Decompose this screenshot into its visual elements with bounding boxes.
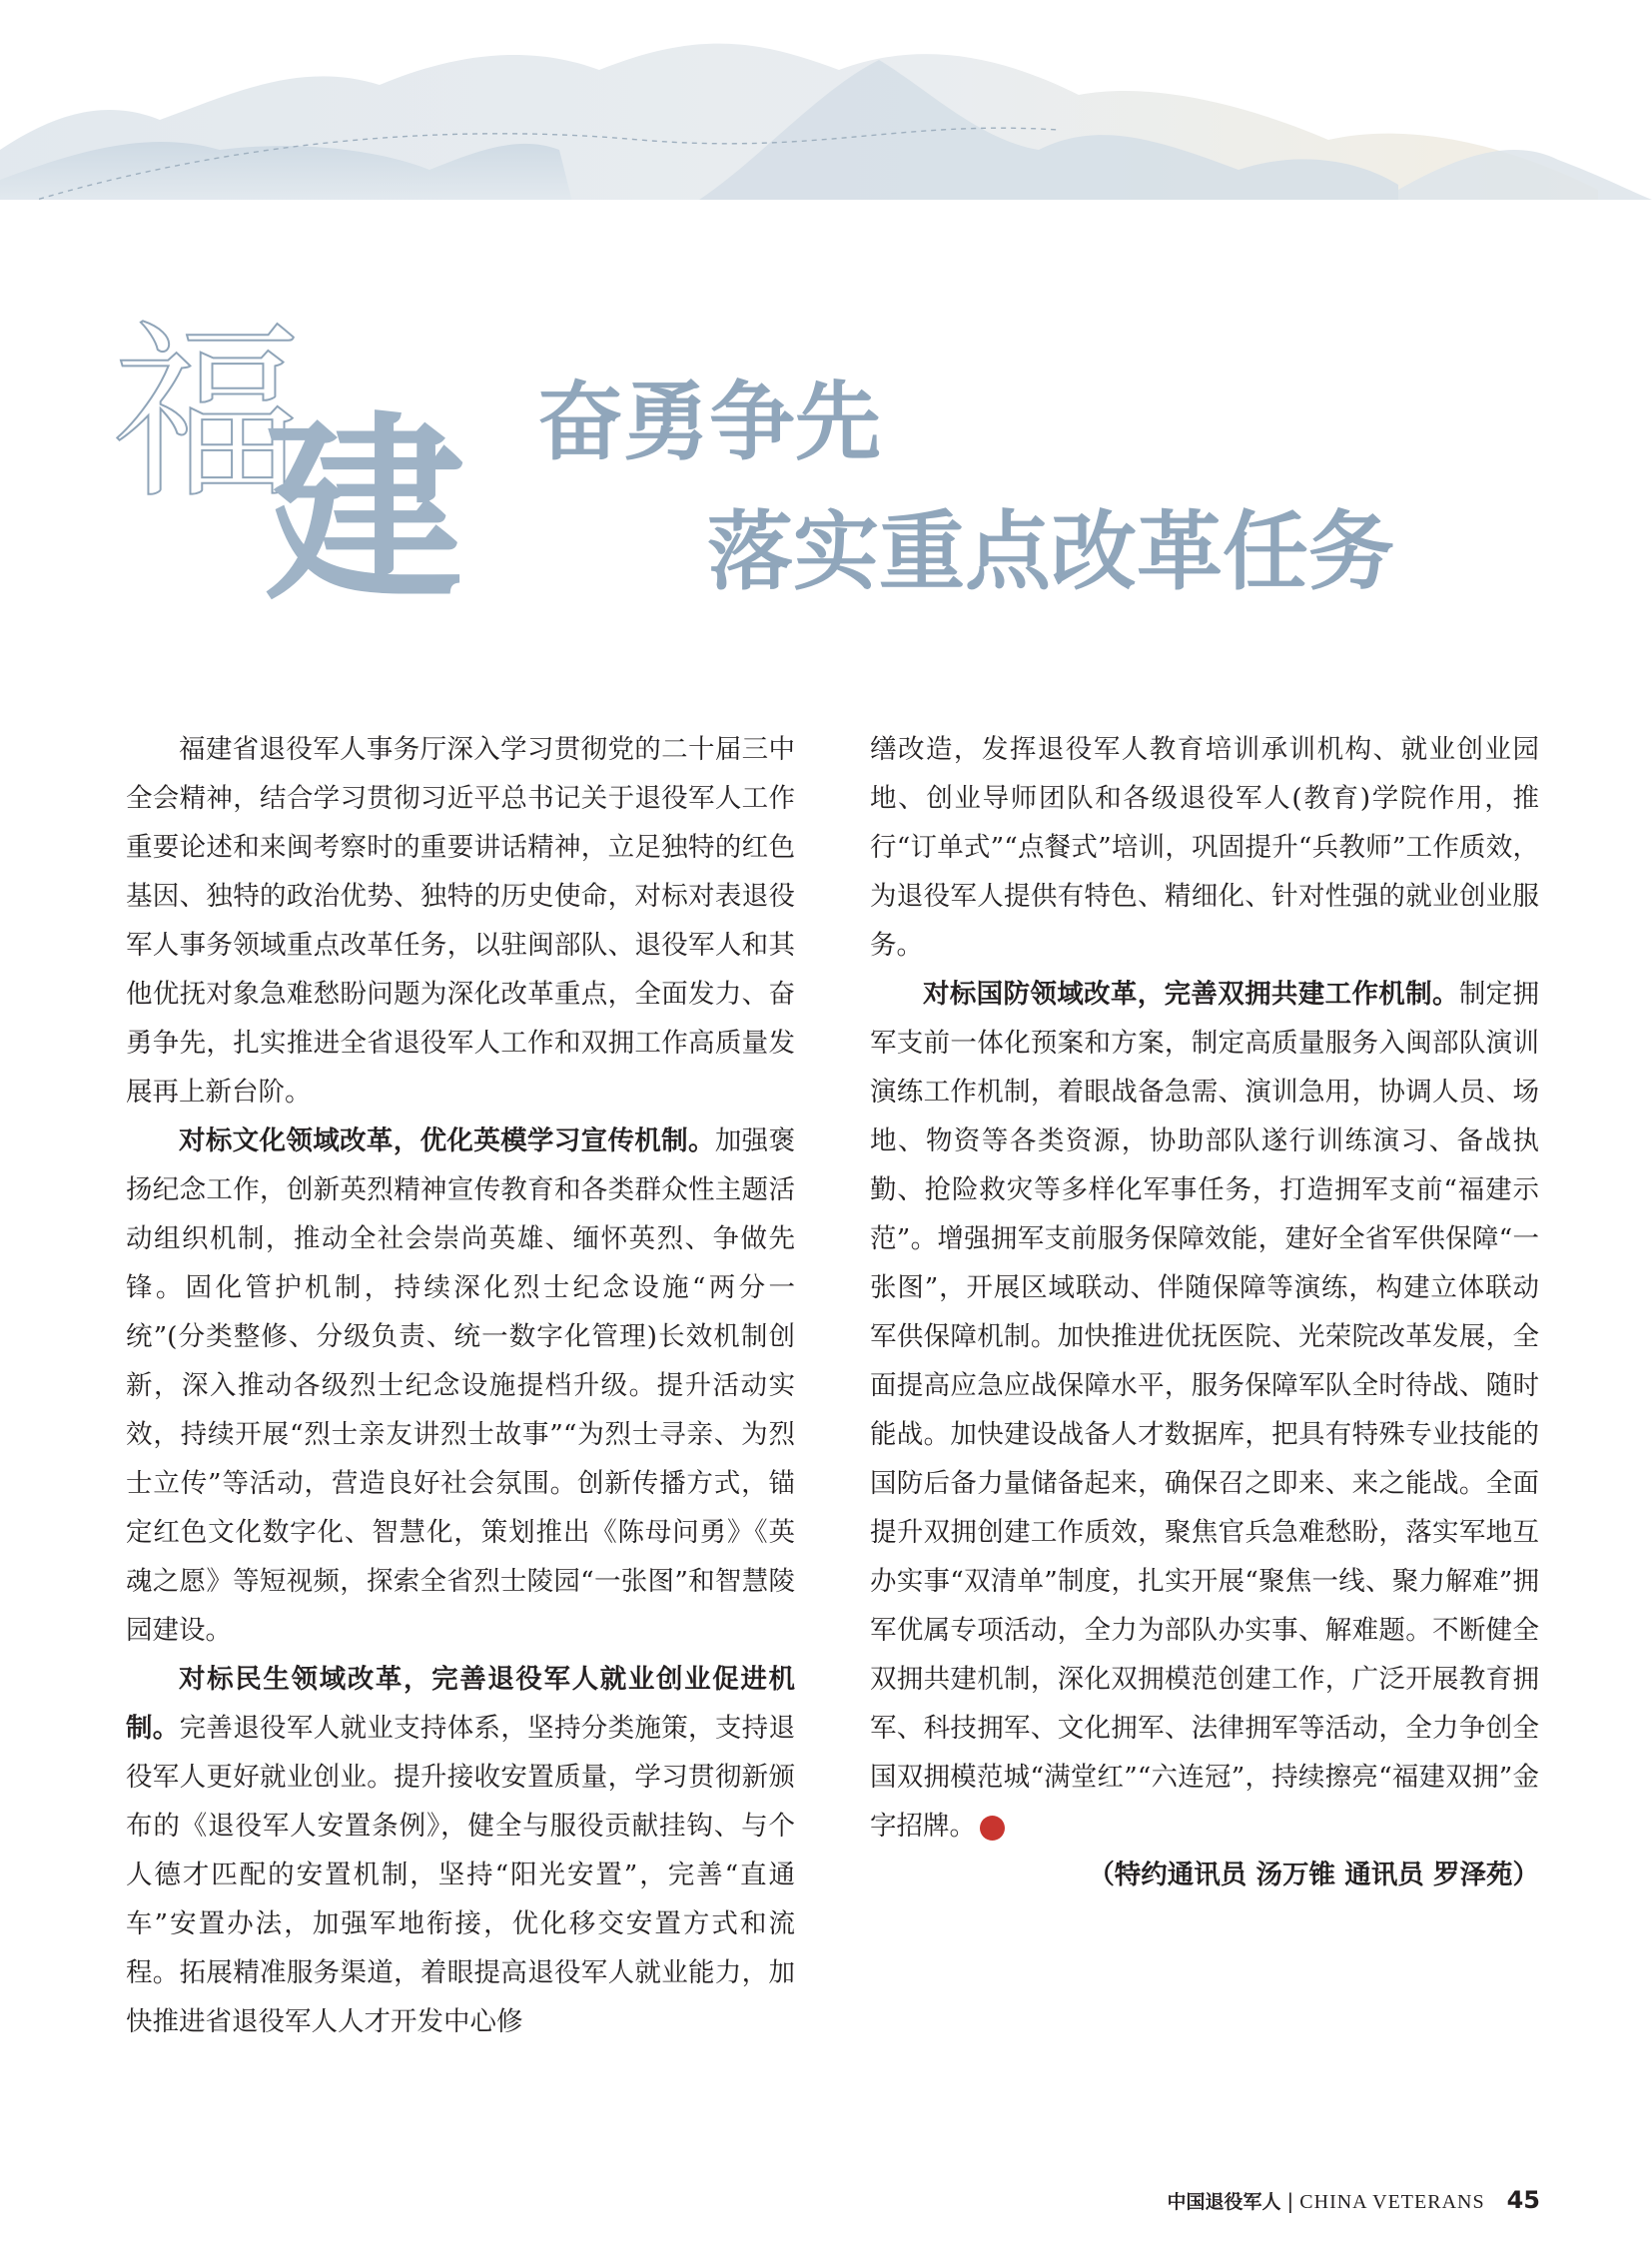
section-defense-heading: 对标国防领域改革，完善双拥共建工作机制。 [923, 979, 1459, 1010]
section-livelihood-paragraph [126, 1655, 795, 2046]
section-defense-text: 制定拥军支前一体化预案和方案，制定高质量服务入闽部队演训演练工作机制，着眼战备急需、演训急用，协调人员、场地、物资等各类资源，协助部队遂行训练演习、备战执勤、抢险救灾等多样化军事任务，打造拥军支前“福建示范”。增强拥军支前服务保障效能，建好全省军供保障“一张图”，开展区域联动、伴随保障等演练，构建立体联动军供保障机制。加快推进优抚医院、光荣院改革发展，全面提高应急应战保障水平，服务保障军队全时待战、随时能战。加快建设战备人才数据库，把具有特殊专业技能的国防后备力量储备起来，确保召之即来、来之能战。全面提升双拥创建工作质效，聚焦官兵急难愁盼，落实军地互办实事“双清单”制度，扎实开展“聚焦一线、聚力解难”拥军优属专项活动，全力为部队办实事、解难题。不断健全双拥共建机制，深化双拥模范创建工作，广泛开展教育拥军、科技拥军、文化拥军、法律拥军等活动，全力争创全国双拥模范城“满堂红”“六连冠”，持续擦亮“福建双拥”金字招牌。 [870, 979, 1540, 1842]
intro-paragraph [126, 725, 795, 1117]
title-line-2: 落实重点改革任务 [707, 501, 1394, 602]
section-culture-paragraph [126, 1117, 795, 1655]
title-line-1: 奋勇争先 [537, 372, 881, 472]
footer-english-name: CHINA VETERANS [1299, 2191, 1485, 2213]
article-column-left [126, 725, 795, 2046]
title-char-jian: 建 [265, 393, 465, 628]
intro-text: 福建省退役军人事务厅深入学习贯彻党的二十届三中全会精神，结合学习贯彻习近平总书记关于退役军人工作重要论述和来闽考察时的重要讲话精神，立足独特的红色基因、独特的政治优势、独特的历史使命，对标对表退役军人事务领域重点改革任务，以驻闽部队、退役军人和其他优抚对象急难愁盼问题为深化改革重点，全面发力、奋勇争先，扎实推进全省退役军人工作和双拥工作高质量发展再上新台阶。 [126, 734, 795, 1108]
page-number: 45 [1506, 2186, 1540, 2214]
article-column-right [870, 725, 1539, 1899]
section-livelihood-continued [870, 725, 1539, 970]
byline: （特约通讯员 汤万锥 通讯员 罗泽苑） [1088, 1860, 1539, 1890]
section-livelihood-text-left: 完善退役军人就业支持体系，坚持分类施策，支持退役军人更好就业创业。提升接收安置质量，学习贯彻新颁布的《退役军人安置条例》，健全与服役贡献挂钩、与个人德才匹配的安置机制，坚持“阳光安置”，完善“直通车”安置办法，加强军地衔接，优化移交安置方式和流程。拓展精准服务渠道，着眼提高退役军人就业能力，加快推进省退役军人人才开发中心修 [126, 1713, 795, 2037]
title-char-fu: 福 [112, 304, 303, 524]
section-culture-text: 加强褒扬纪念工作，创新英烈精神宣传教育和各类群众性主题活动组织机制，推动全社会崇尚英雄、缅怀英烈、争做先锋。固化管护机制，持续深化烈士纪念设施“两分一统”(分类整修、分级负责、统一数字化管理)长效机制创新，深入推动各级烈士纪念设施提档升级。提升活动实效，持续开展“烈士亲友讲烈士故事”“为烈士寻亲、为烈士立传”等活动，营造良好社会氛围。创新传播方式，锚定红色文化数字化、智慧化，策划推出《陈母问勇》《英魂之愿》等短视频，探索全省烈士陵园“一张图”和智慧陵园建设。 [126, 1125, 796, 1646]
footer-magazine-name: 中国退役军人 [1167, 2191, 1281, 2213]
page-footer [1168, 2185, 1540, 2217]
mountain-banner-illustration [0, 0, 1652, 230]
footer-separator: | [1286, 2189, 1294, 2213]
section-livelihood-text-right: 缮改造，发挥退役军人教育培训承训机构、就业创业园地、创业导师团队和各级退役军人(教育)学院作用，推行“订单式”“点餐式”培训，巩固提升“兵教师”工作质效，为退役军人提供有特色、精细化、针对性强的就业创业服务。 [870, 734, 1539, 961]
section-defense-paragraph [870, 970, 1539, 1851]
end-mark-icon: V [980, 1816, 1005, 1841]
section-culture-heading: 对标文化领域改革，优化英模学习宣传机制。 [179, 1125, 715, 1156]
title-block [0, 304, 1652, 639]
section-livelihood-heading: 对标民生领域改革，完善退役军人就业创业促进机制。 [126, 1664, 795, 1744]
